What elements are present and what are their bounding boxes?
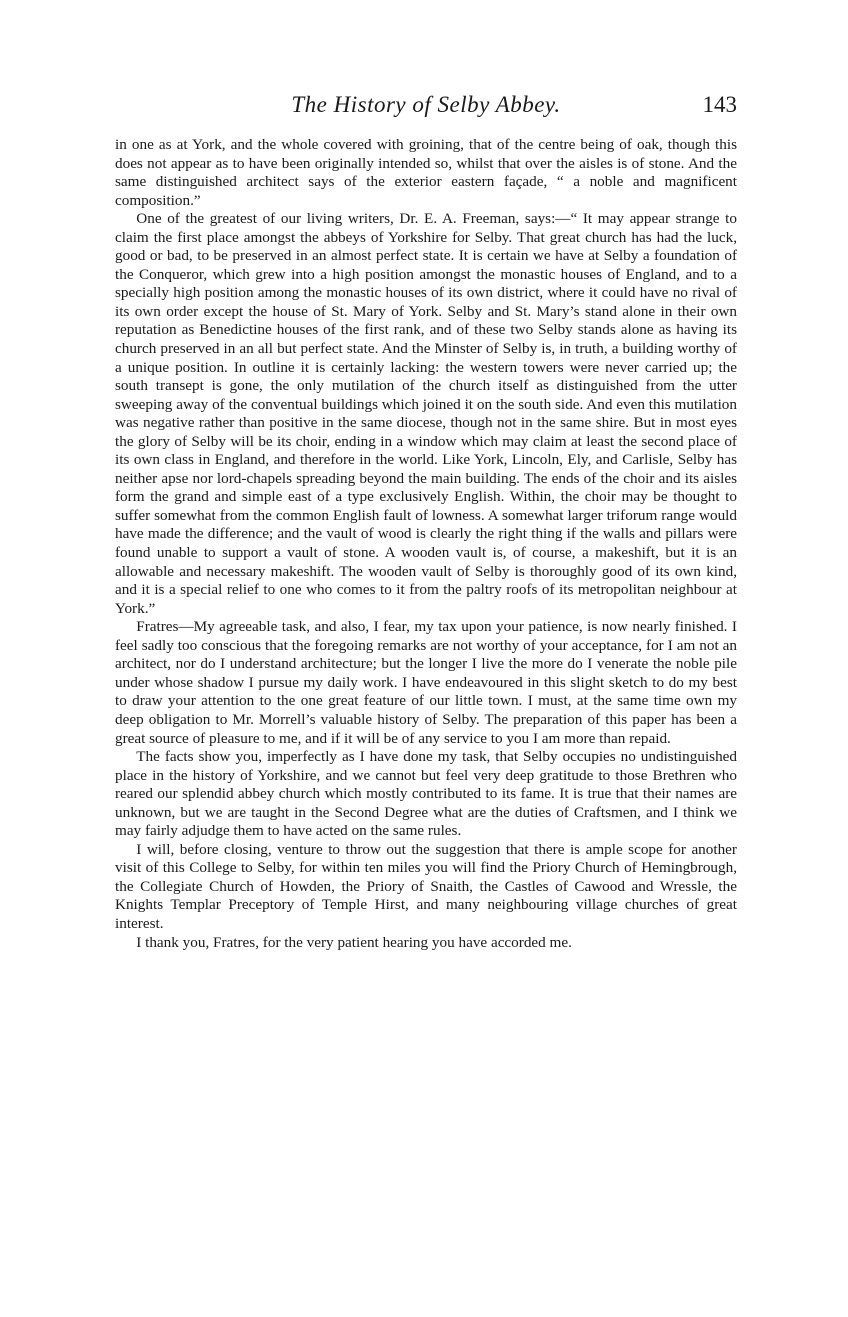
running-header <box>115 92 737 126</box>
body-text <box>115 136 737 952</box>
paragraph-freeman-quote: One of the greatest of our living writers, Dr. E. A. Freeman, says:—“ It may appear strange to claim the first place amongst the abbeys of Yorkshire for Selby. That great church has had the luck, good or bad, to be preserved in an almost perfect state. It is certain we have at Selby a foundation of the Conqueror, which grew into a high position amongst the monastic houses of England, and to a specially high position among the monastic houses of its own district, where it could have no rival of its own order except the house of St. Mary of York. Selby and St. Mary’s stand alone in their own reputation as Benedictine houses of the first rank, and of these two Selby stands alone as having its church preserved in an all but perfect state. And the Minster of Selby is, in truth, a building worthy of a unique position. In outline it is certainly lacking: the western towers were never carried up; the south transept is gone, the only mutilation of the church itself as distinguished from the utter sweeping away of the conventual buildings which joined it on the south side. And even this mutilation was negative rather than positive in the same diocese, though not in the same shire. But in most eyes the glory of Selby will be its choir, ending in a window which may claim at least the second place of its own class in England, and therefore in the world. Like York, Lincoln, Ely, and Carlisle, Selby has neither apse nor lord-chapels spreading beyond the main building. The ends of the choir and its aisles form the grand and simple east of a type exclusively English. Within, the choir may be thought to suffer somewhat from the common English fault of lowness. A somewhat larger triforum range would have made the difference; and the vault of wood is clearly the right thing if the walls and pillars were found unable to support a vault of stone. A wooden vault is, of course, a makeshift, but it is an allowable and necessary makeshift. The wooden vault of Selby is thoroughly good of its own kind, and it is a special relief to one who comes to it from the paltry roofs of its metropolitan neighbour at York.” <box>115 210 737 617</box>
paragraph-suggestion: I will, before closing, venture to throw out the suggestion that there is ample scope for another visit of this College to Selby, for within ten miles you will find the Priory Church of Hemingbrough, the Collegiate Church of Howden, the Priory of Snaith, the Castles of Cawood and Wressle, the Knights Templar Preceptory of Temple Hirst, and many neighbouring village churches of great interest. <box>115 840 737 932</box>
paragraph-continued: in one as at York, and the whole covered with groining, that of the centre being of oak, though this does not appear as to have been originally intended so, whilst that over the aisles is of stone. And the same distinguished architect says of the exterior eastern façade, “ a noble and magnificent composition.” <box>115 136 737 209</box>
paragraph-facts: The facts show you, imperfectly as I have done my task, that Selby occupies no undistinguished place in the history of Yorkshire, and we cannot but feel very deep gratitude to those Brethren who reared our splendid abbey church which mostly contributed to its fame. It is true that their names are unknown, but we are taught in the Second Degree what are the duties of Craftsmen, and I think we may fairly adjudge them to have acted on the same rules. <box>115 748 737 840</box>
running-title: The History of Selby Abbey. <box>291 92 561 117</box>
paragraph-closing: I thank you, Fratres, for the very patient hearing you have accorded me. <box>136 933 572 951</box>
paragraph-fratres: Fratres—My agreeable task, and also, I fear, my tax upon your patience, is now nearly finished. I feel sadly too conscious that the foregoing remarks are not worthy of your acceptance, for I am not an architect, nor do I understand architecture; but the longer I live the more do I venerate the noble pile under whose shadow I pursue my daily work. I have endeavoured in this slight sketch to do my best to draw your attention to the one great feature of our little town. I must, at the same time own my deep obligation to Mr. Morrell’s valuable history of Selby. The preparation of this paper has been a great source of pleasure to me, and if it will be of any service to you I am more than repaid. <box>115 618 737 747</box>
page-number: 143 <box>702 92 737 117</box>
